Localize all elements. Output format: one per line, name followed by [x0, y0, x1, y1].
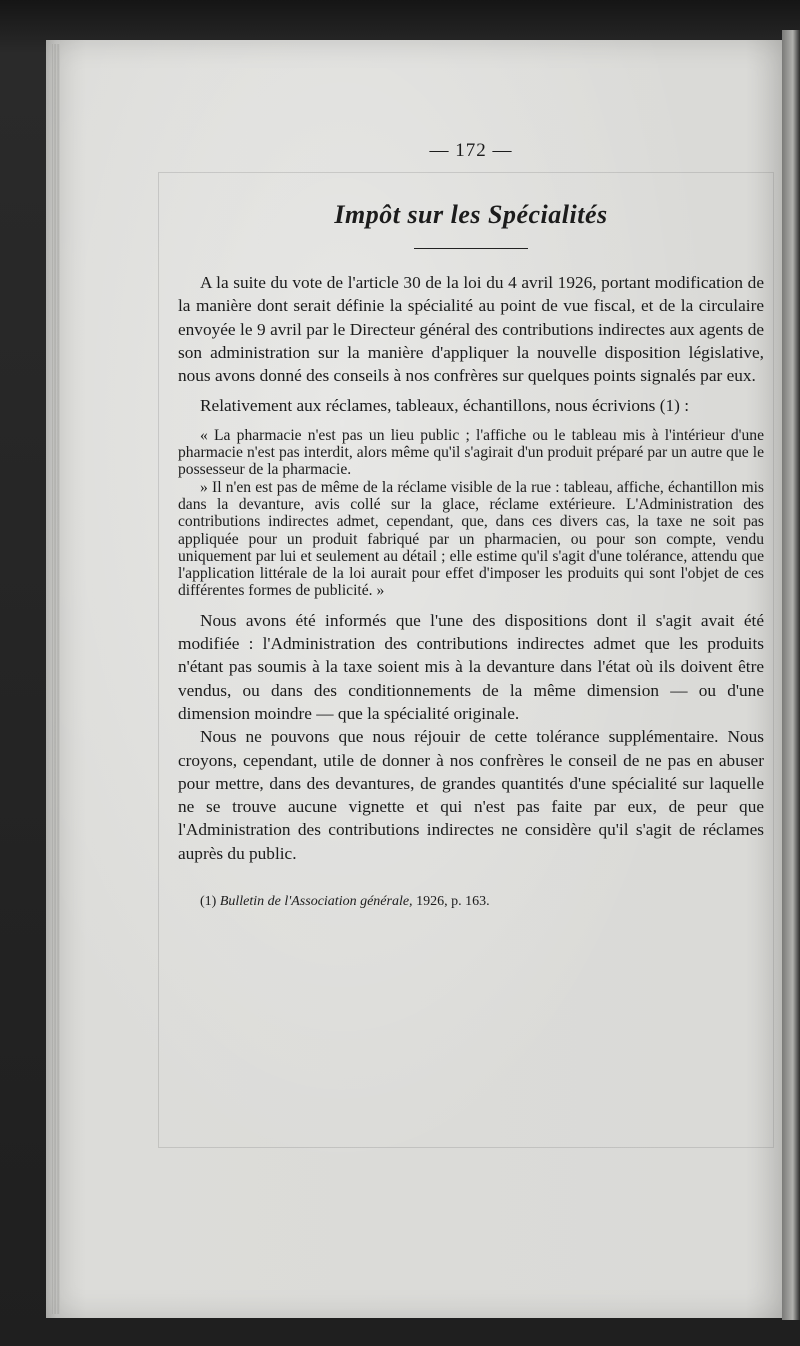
footnote-marker: (1) [200, 894, 217, 910]
page-number: — 172 — [429, 140, 513, 161]
page-binding-edge [52, 44, 60, 1314]
adjacent-page-edge [782, 30, 800, 1320]
paragraph-intro: A la suite du vote de l'article 30 de la loi du 4 avril 1926, portant modification de la manière dont serait définie la spécialité au point de vue fiscal, et de la circulaire envoyée le 9 avril par le Directeur général des contributions indirectes aux agents de son administration sur la manière d'appliquer la nouvelle disposition législative, nous avons donné des conseils à nos confrères sur quelques points signalés par eux. [178, 273, 764, 386]
paragraph-advice: Nous ne pouvons que nous réjouir de cette tolérance supplémentaire. Nous croyons, cependant, utile de donner à nos confrères le conseil de ne pas en abuser pour mettre, dans des devantures, de grandes quantités d'une spécialité sur laquelle ne se trouve aucune vignette et qui n'est pas faite par eux, de peur que l'Administration des contributions indirectes ne considère qu'il s'agit de réclames auprès du public. [178, 727, 764, 863]
quote-paragraph-2: » Il n'en est pas de même de la réclame visible de la rue : tableau, affiche, échantillon mis dans la devanture, avis collé sur la glace, réclame extérieure. L'Administration des contributions indirectes admet, cependant, que, dans ces divers cas, la taxe ne soit pas appliquée pour un produit fabriqué par un pharmacien, ou pour son compte, vendu uniquement par lui et seulement au détail ; elle estime qu'il s'agit d'une tolérance, attendu que l'application littérale de la loi aurait pour effet d'imposer les produits qui sont l'objet de ces différentes formes de publicité. » [178, 478, 764, 600]
footnote-source: Bulletin de l'Association générale, [219, 894, 413, 910]
page-content [178, 140, 764, 911]
footnote-details: 1926, p. 163. [416, 894, 490, 910]
paragraph-citation-lead: Relativement aux réclames, tableaux, échantillons, nous écrivions (1) : [200, 396, 689, 416]
footnote [178, 893, 764, 911]
article-title: Impôt sur les Spécialités [334, 200, 608, 229]
paragraph-modification: Nous avons été informés que l'une des dispositions dont il s'agit avait été modifiée : l'Administration des contributions indirectes admet que les produits n'étant pas soumis à la taxe soient mis à la devanture dans l'état où ils doivent être vendus, ou dans des conditionnements de la même dimension — ou d'une dimension moindre — que la spécialité originale. [178, 610, 764, 723]
quote-paragraph-1: « La pharmacie n'est pas un lieu public ; l'affiche ou le tableau mis à l'intérieur d'une pharmacie n'est pas interdit, alors même qu'il s'agirait d'un produit préparé par un autre que le possesseur de la pharmacie. [178, 426, 764, 479]
title-underline [414, 248, 528, 249]
